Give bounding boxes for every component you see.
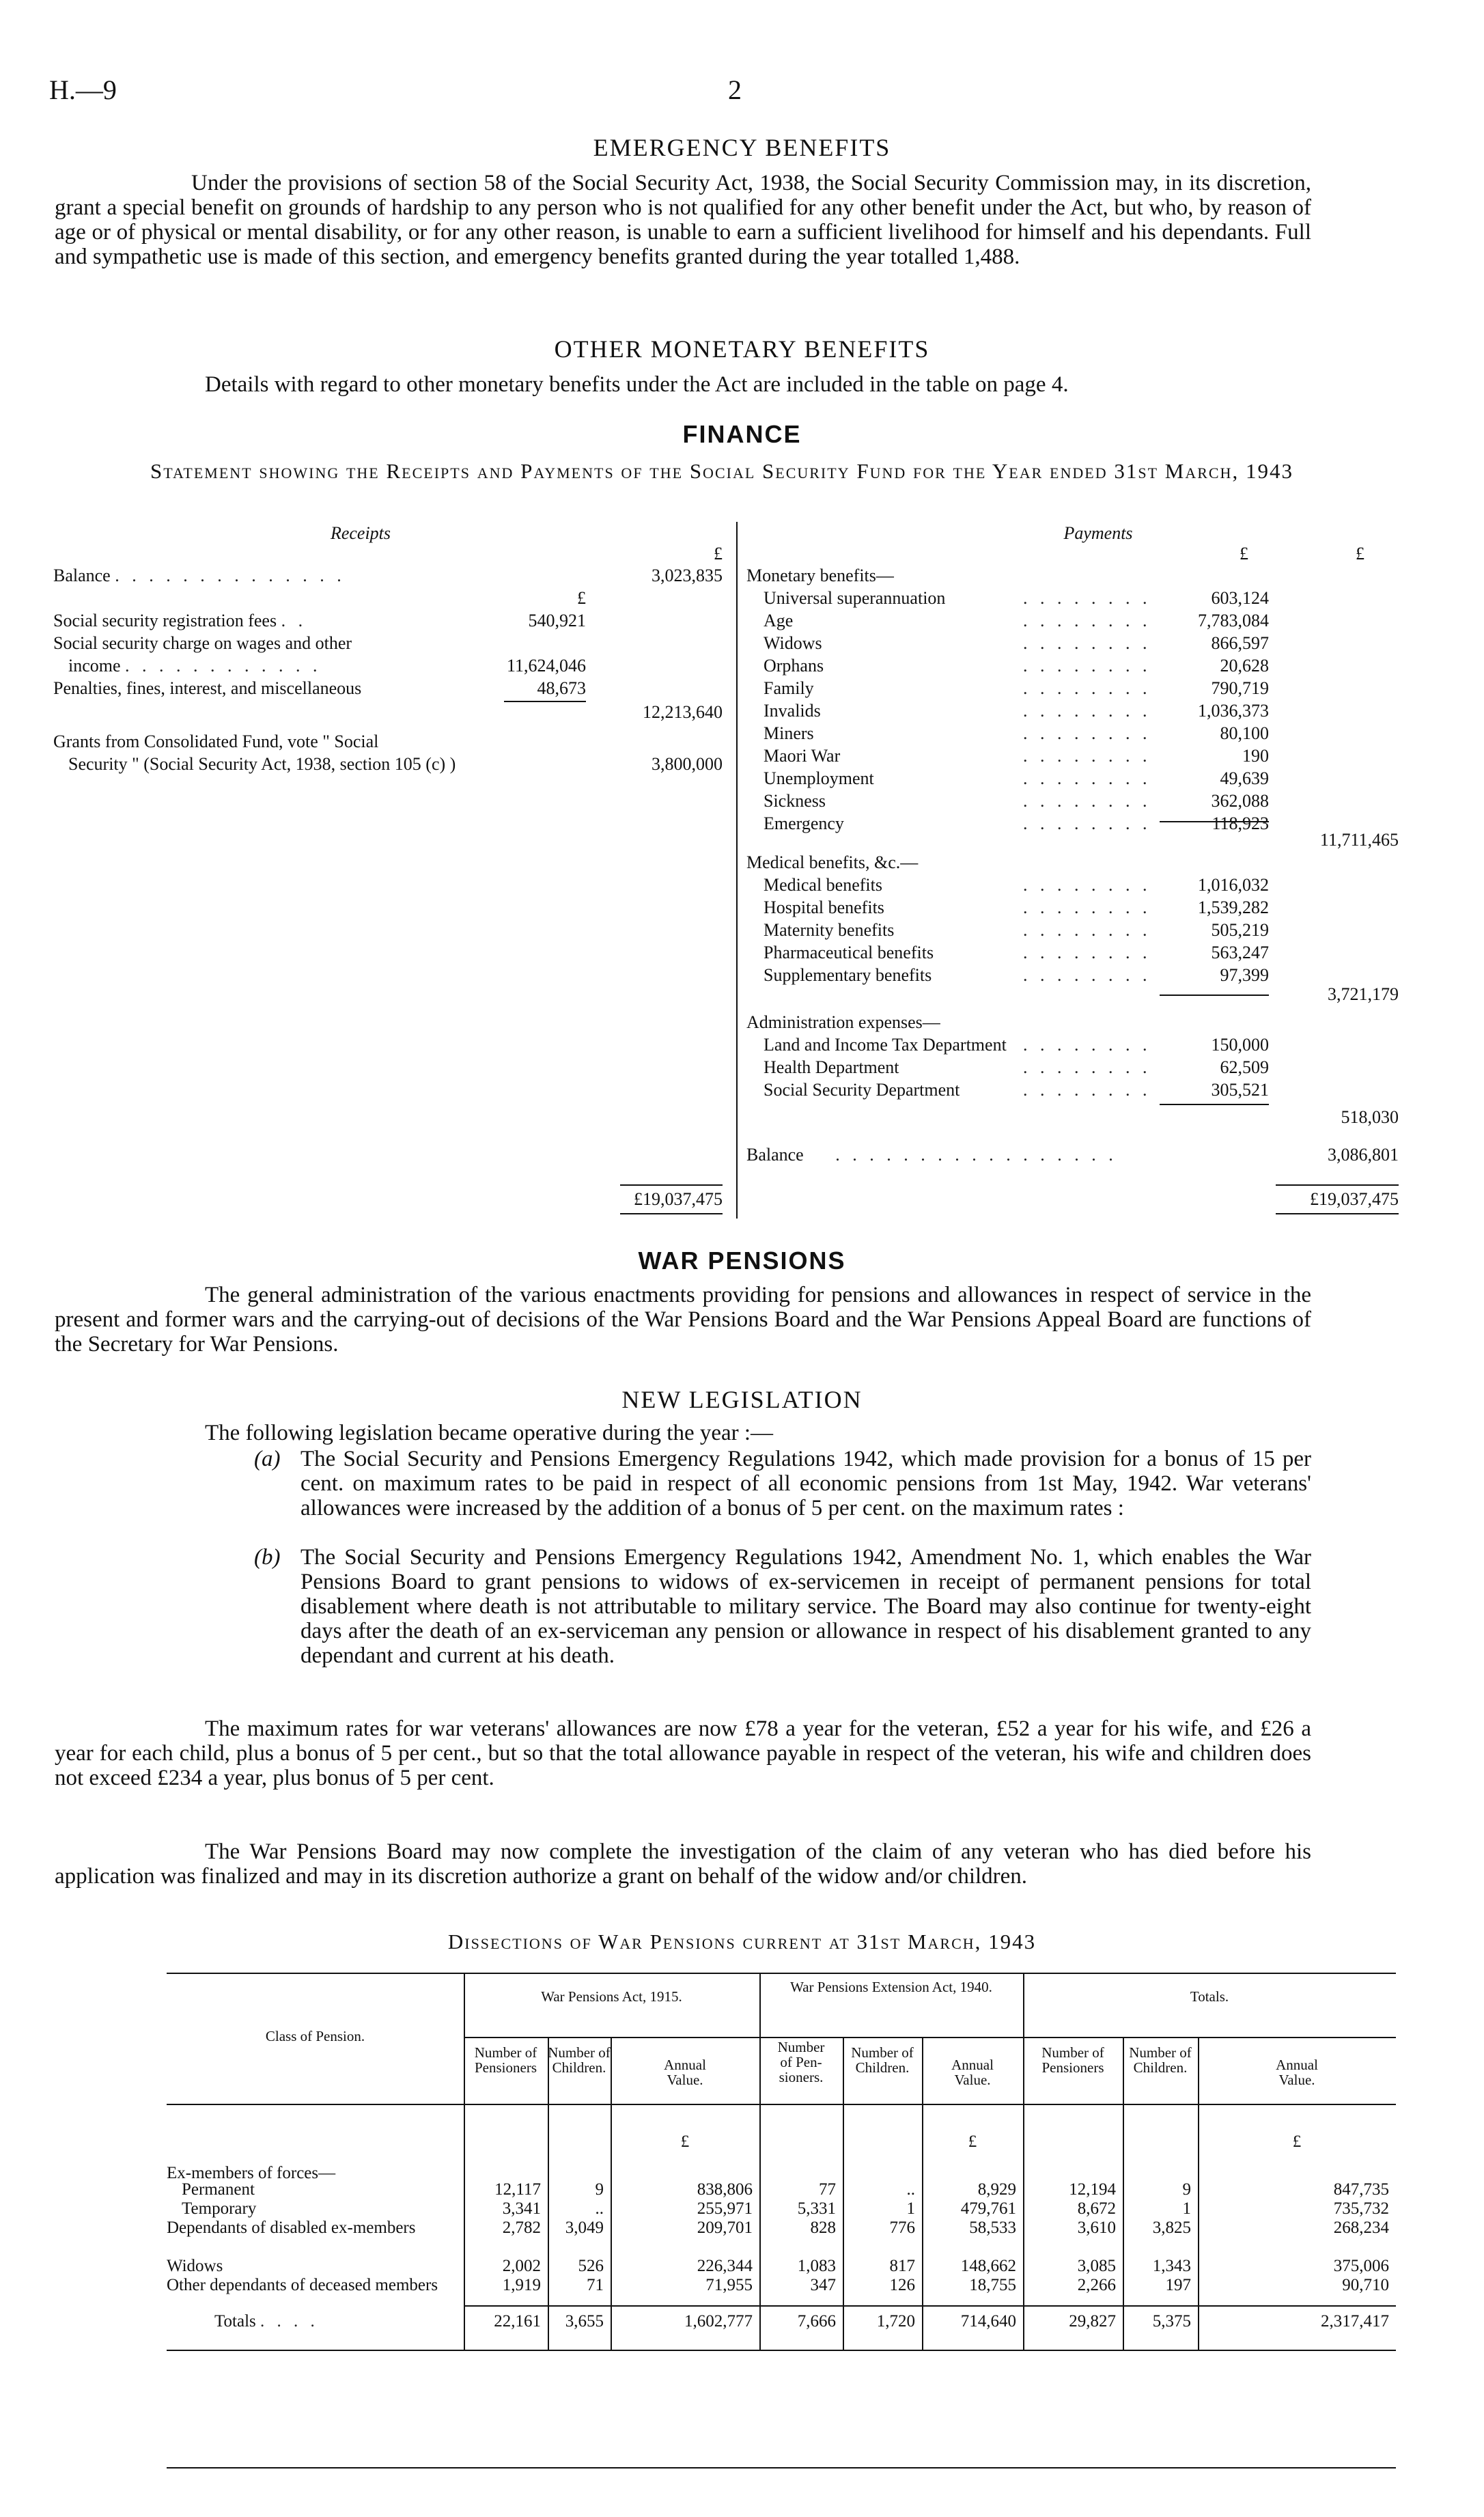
payments-heading: Payments [1063,523,1133,543]
table-cell: 1,720 [876,2312,915,2331]
payment-line: Maori War . . . . . . . . 190 [764,746,1269,766]
table-cell: 226,344 [697,2257,753,2275]
table-cell: 5,331 [797,2199,836,2218]
war-pensions-heading: WAR PENSIONS [638,1247,846,1275]
table-cell: 18,755 [969,2276,1016,2294]
table-cell: 8,929 [977,2180,1016,2199]
totals-row-label: Totals . . . . [214,2312,319,2331]
table-cell: 22,161 [494,2312,541,2331]
payment-line-label: Age [764,611,794,630]
table-cell: .. [906,2180,915,2199]
table-row-label: Temporary [182,2199,257,2218]
receipts-balance-value: 3,023,835 [652,566,723,585]
payment-line-value: 7,783,084 [1198,611,1269,630]
table-cell: 847,735 [1333,2180,1389,2199]
receipts-balance-label: Balance . . . . . . . . . . . . . . [53,566,346,585]
payments-total-value: £19,037,475 [1310,1189,1399,1209]
table-cell: 12,117 [494,2180,541,2199]
payment-line-value: 62,509 [1220,1057,1269,1077]
payment-line-value: 603,124 [1211,588,1269,608]
table-cell: 776 [889,2219,915,2237]
table-cell: .. [595,2199,604,2218]
table-cell: 2,266 [1077,2276,1116,2294]
payment-line-value: 505,219 [1211,920,1269,940]
payment-line: Widows . . . . . . . . 866,597 [764,633,1269,653]
registration-fees-value: 540,921 [528,611,586,630]
table-cell: 1,919 [502,2276,541,2294]
payment-line-label: Unemployment [764,768,874,788]
payment-line-value: 97,399 [1220,965,1269,985]
table-cell: 8,672 [1077,2199,1116,2218]
dissections-table-body [167,2180,1396,2310]
payment-line: Maternity benefits . . . . . . . . 505,219 [764,920,1269,940]
payment-line: Age . . . . . . . . 7,783,084 [764,611,1269,630]
monetary-benefits-list [764,564,1364,837]
medical-benefits-list [764,851,1364,988]
payment-line-label: Maori War [764,746,841,766]
payment-line-label: Hospital benefits [764,898,884,917]
col-header-4: Number of Pen- sioners. [777,2039,825,2085]
receipts-pound-sign: £ [714,544,723,564]
table-cell: 2,002 [502,2257,541,2275]
legislation-item-a: The Social Security and Pensions Emergency Regulations 1942, which made provision for a bonus of 15 per cent. on maximum rates to be paid in respect of all economic pensions from 1st May, 1942. War veterans' allowances were increased by the addition of a bonus of 5 per cent. on the maximum rates : [300,1447,1311,1520]
pound-sign-col-9: £ [1292,2132,1302,2151]
payment-line-label: Land and Income Tax Department [764,1035,1007,1055]
extension-act-header: War Pensions Extension Act, 1940. [790,1979,992,1995]
payment-line-value: 1,036,373 [1198,701,1269,721]
receipts-subtotal-value: 12,213,640 [643,702,723,722]
payment-line-value: 80,100 [1220,723,1269,743]
table-cell: 71 [587,2276,604,2294]
dissections-table [167,1974,1396,2418]
security-charge-label-1: Social security charge on wages and other [53,633,352,653]
table-cell: 9 [1182,2180,1191,2199]
payment-line-label: Orphans [764,656,824,676]
other-monetary-benefits-paragraph: Details with regard to other monetary benefits under the Act are included in the table on page 4. [205,372,1069,397]
table-cell: 197 [1165,2276,1191,2294]
payment-line: Universal superannuation . . . . . . . . 603,124 [764,588,1269,608]
payment-line: Health Department . . . . . . . . 62,509 [764,1057,1269,1077]
payment-line: Land and Income Tax Department . . . . . . . . 150,000 [764,1035,1269,1055]
table-cell: 148,662 [960,2257,1016,2275]
payment-line-value: 150,000 [1211,1035,1269,1055]
payments-pound-sign-2: £ [1356,544,1364,564]
finance-heading: FINANCE [682,420,802,448]
payment-line-label: Universal superannuation [764,588,946,608]
payment-line-value: 305,521 [1211,1080,1269,1100]
table-cell: 2,782 [502,2219,541,2237]
payments-pound-sign: £ [1240,544,1248,564]
payment-line: Family . . . . . . . . 790,719 [764,678,1269,698]
allowance-rates-paragraph: The maximum rates for war veterans' allowances are now £78 a year for the veteran, £52 a year for his wife, and £26 a year for each child, plus a bonus of 5 per cent., but so that the total allowance payable in respect of the veteran, his wife and children does not exceed £234 a year, plus bonus of 5 per cent. [55,1716,1311,1790]
payments-balance-label: Balance . . . . . . . . . . . . . . . . . [746,1145,1117,1165]
totals-header: Totals. [1190,1988,1229,2005]
payment-line: Pharmaceutical benefits . . . . . . . . 563,247 [764,943,1269,962]
table-cell: 479,761 [960,2199,1016,2218]
other-monetary-benefits-heading: OTHER MONETARY BENEFITS [554,335,930,363]
payment-line: Medical benefits . . . . . . . . 1,016,032 [764,875,1269,895]
table-row-label: Other dependants of deceased members [167,2276,438,2294]
table-cell: 58,533 [969,2219,1016,2237]
payment-line: Invalids . . . . . . . . 1,036,373 [764,701,1269,721]
col-header-5: Number of Children. [851,2044,914,2076]
receipts-pound-sign-2: £ [577,588,586,608]
payment-line: Unemployment . . . . . . . . 49,639 [764,768,1269,788]
class-of-pension-header: Class of Pension. [265,2028,365,2044]
table-cell: 1,602,777 [684,2312,753,2331]
col-header-6: Annual Value. [951,2057,994,2088]
document-reference: H.—9 [49,74,117,105]
payment-line-label: Medical benefits [764,875,882,895]
payment-line: Orphans . . . . . . . . 20,628 [764,656,1269,676]
payment-line-value: 49,639 [1220,768,1269,788]
grants-label-1: Grants from Consolidated Fund, vote " Social [53,732,379,751]
payment-line: Sickness . . . . . . . . 362,088 [764,791,1269,811]
table-cell: 255,971 [697,2199,753,2218]
table-cell: 12,194 [1069,2180,1116,2199]
table-row-label: Permanent [182,2180,255,2199]
table-row-label: Dependants of disabled ex-members [167,2219,416,2237]
table-cell: 3,341 [502,2199,541,2218]
payment-line: Hospital benefits . . . . . . . . 1,539,282 [764,898,1269,917]
grants-value: 3,800,000 [652,754,723,774]
grants-label-2: Security " (Social Security Act, 1938, section 105 (c) ) [68,754,456,774]
payments-balance-value: 3,086,801 [1328,1145,1399,1165]
table-cell: 268,234 [1333,2219,1389,2237]
col-header-3: Annual Value. [664,2057,706,2088]
war-pensions-act-header: War Pensions Act, 1915. [541,1988,682,2005]
emergency-benefits-heading: EMERGENCY BENEFITS [593,134,891,161]
table-cell: 126 [889,2276,915,2294]
col-header-8: Number of Children. [1129,2044,1192,2076]
ex-members-section-label: Ex-members of forces— [167,2164,336,2182]
legislation-item-b-label: (b) [254,1545,281,1570]
payment-line-label: Health Department [764,1057,899,1077]
pound-sign-col-6: £ [968,2132,977,2151]
payment-line-label: Sickness [764,791,826,811]
payment-line: Supplementary benefits . . . . . . . . 97,399 [764,965,1269,985]
table-cell: 735,732 [1333,2199,1389,2218]
payment-line-label: Pharmaceutical benefits [764,943,934,962]
monetary-benefits-heading: Monetary benefits— [746,566,894,585]
legislation-item-b: The Social Security and Pensions Emergency Regulations 1942, Amendment No. 1, which enables the War Pensions Board to grant pensions to widows of ex-servicemen in receipt of permanent pensions for total disablement where death is not attributable to military service. The Board may also continue for twenty-eight days after the death of an ex-serviceman any pension or allowance in respect of his disablement granted to any dependant and current at his death. [300,1545,1311,1668]
payment-line-value: 790,719 [1211,678,1269,698]
table-cell: 347 [810,2276,836,2294]
table-cell: 77 [819,2180,836,2199]
col-header-1: Number of Pensioners [474,2044,537,2076]
payment-line-label: Family [764,678,814,698]
legislation-item-a-label: (a) [254,1447,281,1471]
table-cell: 90,710 [1342,2276,1389,2294]
administration-expenses-total: 518,030 [1341,1107,1399,1127]
payment-line-label: Maternity benefits [764,920,895,940]
receipts-heading: Receipts [330,523,391,543]
payment-line-value: 118,923 [1212,813,1269,833]
table-cell: 209,701 [697,2219,753,2237]
table-cell: 838,806 [697,2180,753,2199]
table-cell: 29,827 [1069,2312,1116,2331]
table-cell: 526 [578,2257,604,2275]
security-charge-value: 11,624,046 [506,656,586,676]
table-cell: 71,955 [705,2276,753,2294]
totals-row [167,2312,1396,2335]
payment-line-label: Emergency [764,813,844,833]
table-row-label: Widows [167,2257,223,2275]
medical-benefits-total: 3,721,179 [1328,984,1399,1004]
table-cell: 5,375 [1152,2312,1191,2331]
table-cell: 817 [889,2257,915,2275]
war-pensions-paragraph: The general administration of the various enactments providing for pensions and allowances in respect of service in the present and former wars and the carrying-out of decisions of the War Pensions Board and the War Pensions Appeal Board are functions of the Secretary for War Pensions. [55,1283,1311,1357]
payment-line-value: 20,628 [1220,656,1269,676]
receipts-total-value: £19,037,475 [634,1189,723,1209]
payment-line-label: Supplementary benefits [764,965,932,985]
table-cell: 7,666 [797,2312,836,2331]
table-cell: 1 [906,2199,915,2218]
payment-line: Miners . . . . . . . . 80,100 [764,723,1269,743]
new-legislation-heading: NEW LEGISLATION [621,1386,863,1413]
payment-line-value: 563,247 [1211,943,1269,962]
col-header-2: Number of Children. [548,2044,611,2076]
table-cell: 2,317,417 [1321,2312,1389,2331]
security-charge-label-2: income . . . . . . . . . . . . [68,656,322,676]
table-cell: 3,085 [1077,2257,1116,2275]
payment-line-value: 190 [1242,746,1269,766]
registration-fees-label: Social security registration fees . . [53,611,307,630]
administration-expenses-list [764,1011,1364,1107]
pound-sign-col-3: £ [680,2132,690,2151]
table-cell: 1,083 [797,2257,836,2275]
col-header-7: Number of Pensioners [1041,2044,1104,2076]
emergency-benefits-paragraph: Under the provisions of section 58 of the Social Security Act, 1938, the Social Security Commission may, in its discretion, grant a special benefit on grounds of hardship to any person who is not qualified for any other benefit under the Act, but who, by reason of age or of physical or mental disability, or for any other reason, is unable to earn a sufficient livelihood for himself and his dependants. Full and sympathetic use is made of this section, and emergency benefits granted during the year totalled 1,488. [55,171,1311,269]
payment-line-value: 1,016,032 [1198,875,1269,895]
table-cell: 1,343 [1152,2257,1191,2275]
payment-line-value: 866,597 [1211,633,1269,653]
table-cell: 1 [1182,2199,1191,2218]
table-cell: 714,640 [960,2312,1016,2331]
table-cell: 828 [810,2219,836,2237]
table-cell: 3,655 [565,2312,604,2331]
board-investigation-paragraph: The War Pensions Board may now complete the investigation of the claim of any veteran who has died before his application was finalized and may in its discretion authorize a grant on behalf of the widow and/or children. [55,1839,1311,1889]
penalties-label: Penalties, fines, interest, and miscellaneous [53,678,362,698]
payment-line: Emergency . . . . . . . . 118,923 [764,813,1269,833]
dissections-title: Dissections of War Pensions current at 31st March, 1943 [447,1930,1037,1953]
finance-statement-title: Statement showing the Receipts and Payments of the Social Security Fund for the Year ended 31st March, 1943 [150,459,1293,483]
payment-line-value: 1,539,282 [1198,898,1269,917]
table-cell: 3,610 [1077,2219,1116,2237]
statement-divider [736,522,738,1219]
payment-line-label: Social Security Department [764,1080,960,1100]
payment-line-label: Invalids [764,701,821,721]
finance-statement [53,522,1399,1260]
monetary-benefits-total: 11,711,465 [1319,830,1399,850]
payment-line-label: Widows [764,633,822,653]
medical-benefits-heading: Medical benefits, &c.— [746,852,919,872]
col-header-9: Annual Value. [1276,2057,1318,2088]
penalties-value: 48,673 [537,678,586,698]
page-number: 2 [728,74,742,105]
administration-expenses-heading: Administration expenses— [746,1012,940,1032]
table-cell: 3,049 [565,2219,604,2237]
table-cell: 375,006 [1333,2257,1389,2275]
payment-line-label: Miners [764,723,814,743]
legislation-intro: The following legislation became operative during the year :— [205,1421,774,1445]
table-cell: 9 [595,2180,604,2199]
payment-line: Social Security Department . . . . . . . . 305,521 [764,1080,1269,1100]
table-cell: 3,825 [1152,2219,1191,2237]
payment-line-value: 362,088 [1211,791,1269,811]
